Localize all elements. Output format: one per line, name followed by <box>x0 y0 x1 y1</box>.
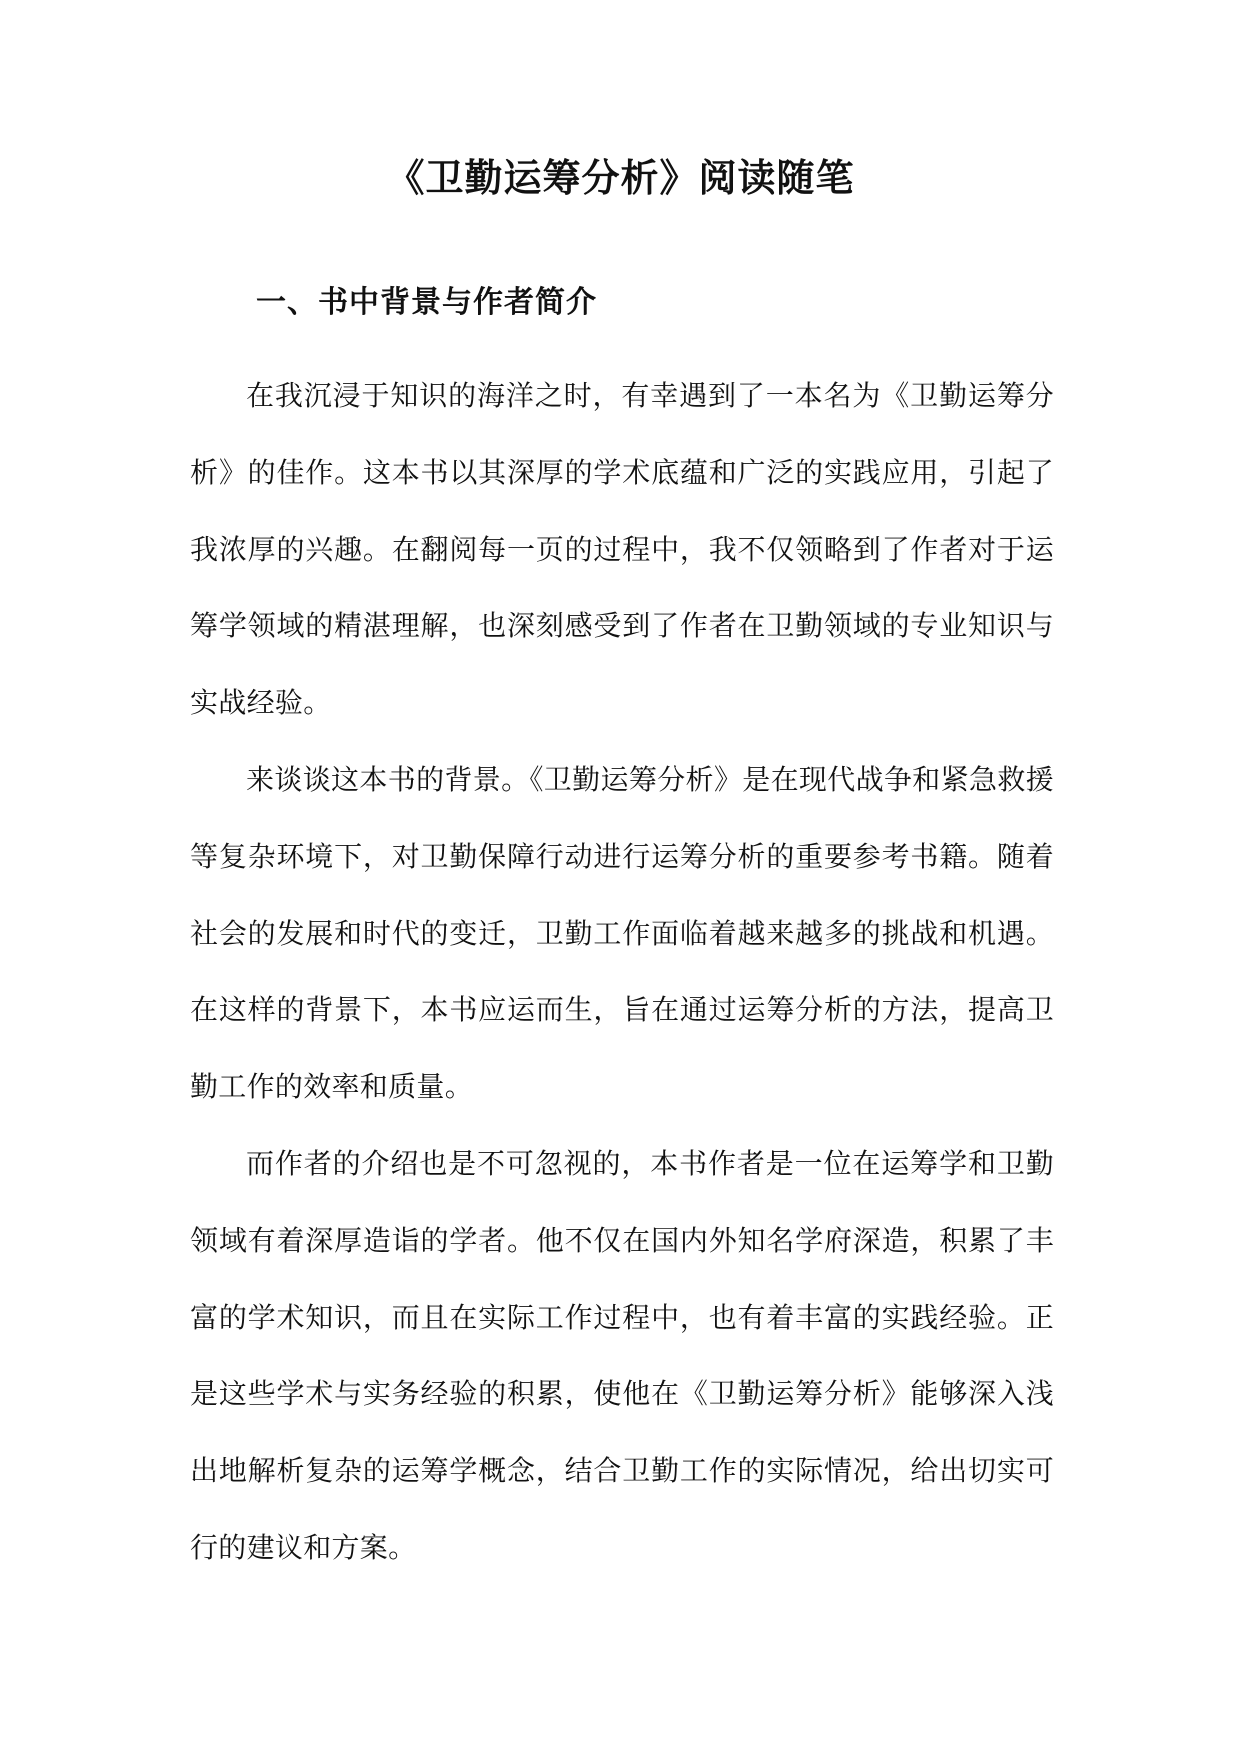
section-heading: 一、书中背景与作者简介 <box>256 285 597 320</box>
paragraph-1: 在我沉浸于知识的海洋之时，有幸遇到了一本名为《卫勤运筹分析》的佳作。这本书以其深厚的学术底蕴和广泛的实践应用，引起了我浓厚的兴趣。在翻阅每一页的过程中，我不仅领略到了作者对于运筹学领域的精湛理解，也深刻感受到了作者在卫勤领域的专业知识与实战经验。 <box>190 379 1054 720</box>
document-title: 《卫勤运筹分析》阅读随笔 <box>386 155 855 200</box>
paragraph-3: 而作者的介绍也是不可忽视的，本书作者是一位在运筹学和卫勤领域有着深厚造诣的学者。他不仅在国内外知名学府深造，积累了丰富的学术知识，而且在实际工作过程中，也有着丰富的实践经验。正是这些学术与实务经验的积累，使他在《卫勤运筹分析》能够深入浅出地解析复杂的运筹学概念，结合卫勤工作的实际情况，给出切实可行的建议和方案。 <box>190 1146 1054 1564</box>
paragraph-2: 来谈谈这本书的背景。《卫勤运筹分析》是在现代战争和紧急救援等复杂环境下，对卫勤保障行动进行运筹分析的重要参考书籍。随着社会的发展和时代的变迁，卫勤工作面临着越来越多的挑战和机遇。在这样的背景下，本书应运而生，旨在通过运筹分析的方法，提高卫勤工作的效率和质量。 <box>190 762 1054 1104</box>
body-text <box>190 358 1054 1587</box>
